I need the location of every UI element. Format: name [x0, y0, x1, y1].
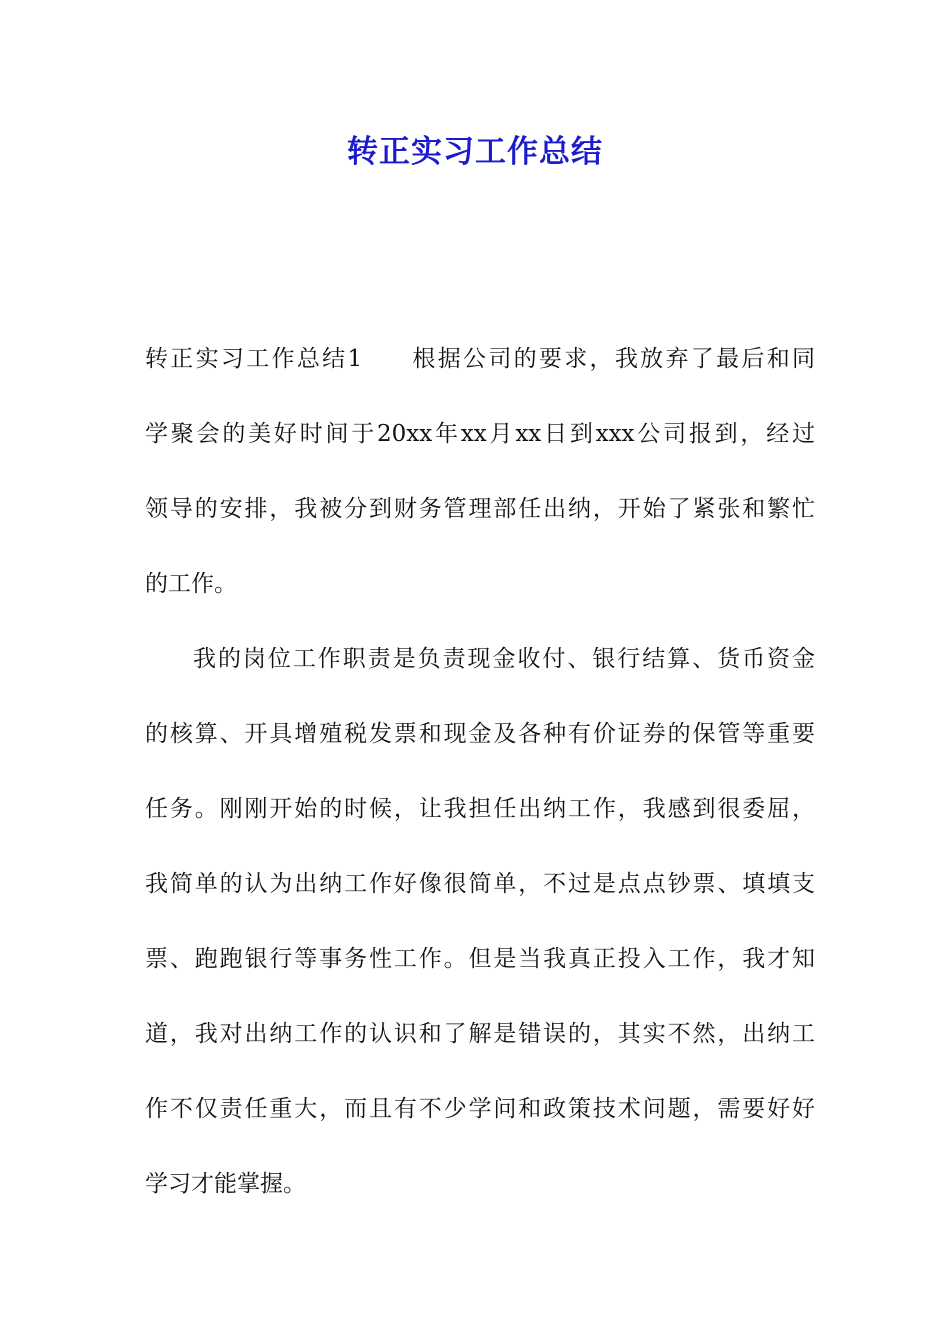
- paragraph-line: 的核算、开具增殖税发票和现金及各种有价证券的保管等重要: [145, 721, 815, 747]
- text-segment: 根据公司的要求，我放弃了最后和同: [410, 346, 815, 372]
- paragraph-line: 学聚会的美好时间于20xx年xx月xx日到xxx公司报到，经过: [145, 421, 815, 447]
- paragraph-line: 票、跑跑银行等事务性工作。但是当我真正投入工作，我才知: [145, 946, 815, 972]
- paragraph-line: 学习才能掌握。: [145, 1171, 306, 1197]
- section-heading: 转正实习工作总结1: [145, 346, 363, 372]
- paragraph-line: 作不仅责任重大，而且有不少学问和政策技术问题，需要好好: [145, 1096, 815, 1122]
- paragraph-line: 任务。刚刚开始的时候，让我担任出纳工作，我感到很委屈，: [145, 796, 815, 822]
- paragraph-line: 的工作。: [145, 571, 237, 597]
- paragraph-line: 道，我对出纳工作的认识和了解是错误的，其实不然，出纳工: [145, 1021, 815, 1047]
- document-title: 转正实习工作总结: [347, 134, 603, 170]
- paragraph-line: [145, 341, 815, 377]
- paragraph-line: 我的岗位工作职责是负责现金收付、银行结算、货币资金: [193, 646, 815, 672]
- paragraph-line: 我简单的认为出纳工作好像很简单，不过是点点钞票、填填支: [145, 871, 815, 897]
- paragraph-line: 领导的安排，我被分到财务管理部任出纳，开始了紧张和繁忙: [145, 496, 815, 522]
